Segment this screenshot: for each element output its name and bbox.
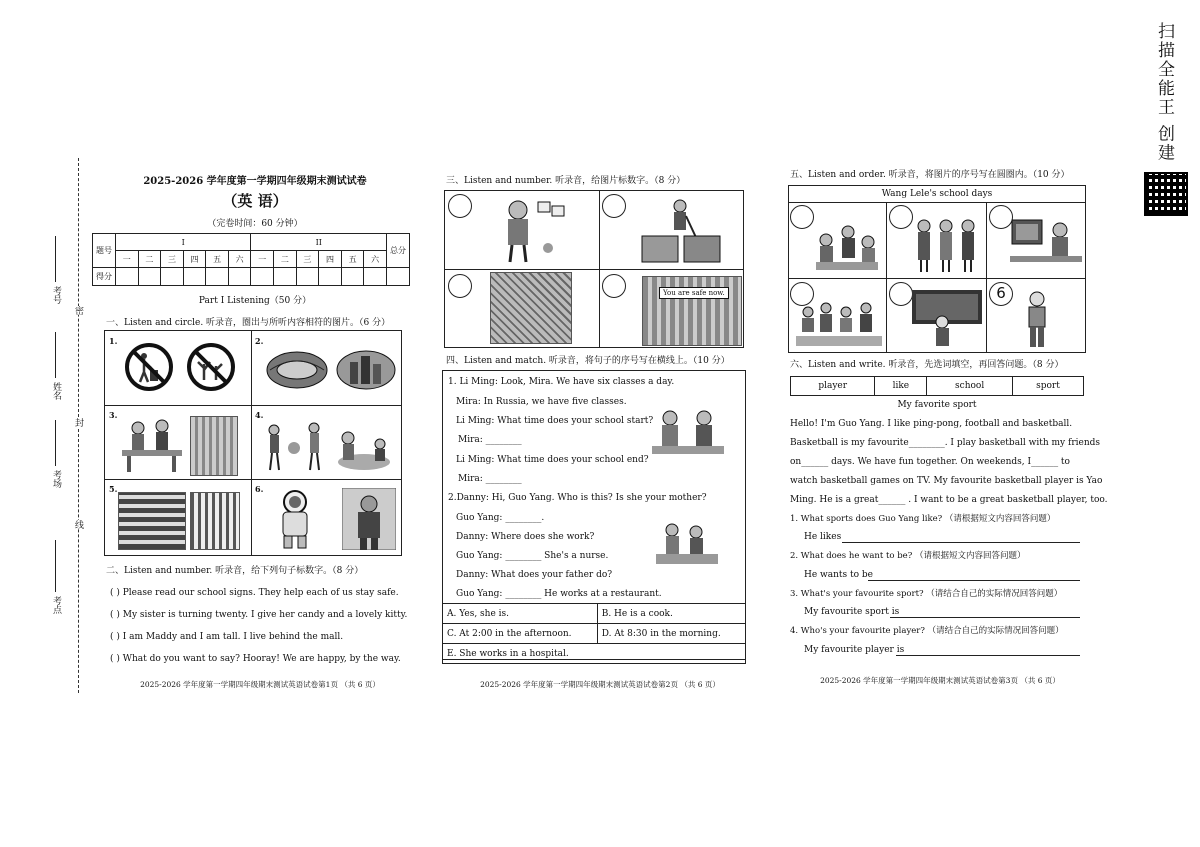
sec2-item: ( ) My sister is turning twenty. I give her candy and a lovely kitty. bbox=[110, 610, 408, 620]
classroom-picture bbox=[490, 272, 572, 344]
family-photo-picture bbox=[656, 520, 718, 566]
exam-no-label: 考号 bbox=[51, 286, 61, 304]
answer-prefix: He likes bbox=[804, 532, 842, 542]
stadium-picture[interactable] bbox=[266, 350, 328, 390]
sec2-item: ( ) What do you want to say? Hooray! We are happy, by the way. bbox=[110, 654, 401, 664]
score-table bbox=[92, 233, 410, 286]
dialog2-blank[interactable]: Guo Yang: ________ He works at a restaurant. bbox=[456, 589, 662, 599]
family-at-table-picture[interactable] bbox=[122, 414, 182, 474]
word-bank-item: like bbox=[875, 377, 927, 396]
city-picture[interactable] bbox=[336, 350, 396, 390]
q5-number: 5. bbox=[109, 484, 118, 494]
score-cell[interactable] bbox=[251, 268, 274, 286]
col-header: 三 bbox=[161, 251, 184, 268]
answer-circle[interactable] bbox=[448, 194, 472, 218]
answer-line[interactable] bbox=[868, 580, 1080, 581]
qr-code-icon bbox=[1144, 172, 1188, 216]
word-bank-item: sport bbox=[1012, 377, 1083, 396]
no-plant-sign-icon[interactable] bbox=[186, 342, 236, 392]
speech-bubble: You are safe now. bbox=[659, 287, 729, 299]
answer-line[interactable] bbox=[896, 655, 1080, 656]
options-table bbox=[442, 603, 746, 664]
q1-number: 1. bbox=[109, 336, 118, 346]
passage-line: Basketball is my favourite________. I play basketball with my friends bbox=[790, 438, 1101, 448]
page2-footer: 2025-2026 学年度第一学期四年级期末测试英语试卷第2页 （共 6 页） bbox=[480, 680, 720, 689]
option-b: B. He is a cook. bbox=[597, 604, 745, 624]
answer-circle[interactable] bbox=[602, 194, 626, 218]
exam-time: （完卷时间：60 分钟） bbox=[207, 219, 303, 229]
answer-prefix: My favourite player is bbox=[804, 645, 905, 655]
no-litter-sign-icon[interactable] bbox=[124, 342, 174, 392]
answer-circle[interactable] bbox=[602, 274, 626, 298]
passage-line: watch basketball games on TV. My favourite basketball player is Yao bbox=[790, 476, 1103, 486]
dialog2-blank[interactable]: Guo Yang: ________. bbox=[456, 513, 545, 523]
kids-playing-picture[interactable] bbox=[262, 418, 326, 476]
name-blank[interactable] bbox=[55, 332, 56, 378]
astronaut-picture[interactable] bbox=[270, 488, 320, 550]
section1-title: 一、Listen and circle. 听录音，圈出与所听内容相符的图片。（6 分） bbox=[106, 318, 391, 328]
dialog1-line: Mira: In Russia, we have five classes. bbox=[456, 397, 627, 407]
option-c: C. At 2:00 in the afternoon. bbox=[443, 624, 598, 644]
kids-group-picture bbox=[812, 212, 882, 274]
order-circle[interactable] bbox=[889, 282, 913, 306]
score-row-label: 得分 bbox=[93, 268, 116, 286]
q4-number: 4. bbox=[255, 410, 264, 420]
exam-title: 2025-2026 学年度第一学期四年级期末测试试卷 bbox=[143, 176, 367, 187]
col-header: 四 bbox=[183, 251, 206, 268]
col-header: 一 bbox=[251, 251, 274, 268]
family-room-picture[interactable] bbox=[190, 416, 238, 476]
seal-char-1: 密 bbox=[73, 306, 83, 315]
section2-title: 二、Listen and number. 听录音，给下列句子标数字。（8 分） bbox=[106, 566, 364, 576]
col-header: 二 bbox=[138, 251, 161, 268]
answer-prefix: My favourite sport is bbox=[804, 607, 900, 617]
students-standing-picture bbox=[912, 212, 982, 274]
passage-line: on______ days. We have fun together. On weekends, I______ to bbox=[790, 457, 1070, 467]
question: 4. Who's your favourite player? （请结合自己的实际情况回答问题） bbox=[790, 626, 1064, 636]
col-header: 四 bbox=[319, 251, 342, 268]
dialog1-blank[interactable]: Mira: ________ bbox=[458, 474, 522, 484]
sec2-item: ( ) I am Maddy and I am tall. I live behind the mall. bbox=[110, 632, 344, 642]
answer-line[interactable] bbox=[890, 617, 1080, 618]
answer-line[interactable] bbox=[842, 542, 1080, 543]
exam-no-blank[interactable] bbox=[55, 236, 56, 282]
question: 2. What does he want to be? （请根据短文内容回答问题） bbox=[790, 551, 1026, 561]
firefighter-picture[interactable] bbox=[342, 488, 396, 550]
q2-number: 2. bbox=[255, 336, 264, 346]
subject-title: （英 语） bbox=[222, 192, 288, 210]
answer-prefix: He wants to be bbox=[804, 570, 873, 580]
score-cell[interactable] bbox=[296, 268, 319, 286]
passage-line: Hello! I'm Guo Yang. I like ping-pong, football and basketball. bbox=[790, 419, 1073, 429]
computer-class-picture bbox=[1010, 212, 1082, 274]
name-label: 姓名 bbox=[51, 382, 61, 400]
dialog1-blank[interactable]: Mira: ________ bbox=[458, 435, 522, 445]
dialog2-line: Danny: Where does she work? bbox=[456, 532, 595, 542]
score-cell[interactable] bbox=[161, 268, 184, 286]
score-cell[interactable] bbox=[228, 268, 251, 286]
sec2-item: ( ) Please read our school signs. They help each of us stay safe. bbox=[110, 588, 399, 598]
part-title: Part I Listening（50 分） bbox=[198, 296, 312, 306]
answer-circle[interactable] bbox=[448, 274, 472, 298]
score-cell[interactable] bbox=[319, 268, 342, 286]
question-no-header: 题号 bbox=[93, 234, 116, 268]
score-cell[interactable] bbox=[138, 268, 161, 286]
part2-header: II bbox=[251, 234, 387, 251]
score-cell[interactable] bbox=[183, 268, 206, 286]
word-bank-item: player bbox=[791, 377, 875, 396]
page3-footer: 2025-2026 学年度第一学期四年级期末测试英语试卷第3页 （共 6 页） bbox=[820, 676, 1060, 685]
col-header: 六 bbox=[228, 251, 251, 268]
word-bank-item: school bbox=[927, 377, 1013, 396]
order-circle-given: 6 bbox=[989, 282, 1013, 306]
option-e: E. She works in a hospital. bbox=[443, 644, 746, 664]
question: 3. What's your favourite sport? （请结合自己的实际情况回答问题） bbox=[790, 589, 1063, 599]
seat-blank[interactable] bbox=[55, 420, 56, 466]
col-header: 五 bbox=[206, 251, 229, 268]
q6-number: 6. bbox=[255, 484, 264, 494]
col-header: 五 bbox=[341, 251, 364, 268]
library-picture[interactable] bbox=[118, 492, 186, 550]
seal-char-3: 线 bbox=[73, 520, 83, 529]
score-cell[interactable] bbox=[364, 268, 387, 286]
section5-title: 五、Listen and order. 听录音，将图片的序号写在圆圈内。（10 分） bbox=[790, 170, 1070, 180]
passage-line: Ming. He is a great______ . I want to be a great basketball player, too. bbox=[790, 495, 1108, 505]
section3-title: 三、Listen and number. 听录音，给图片标数字。（8 分） bbox=[446, 176, 686, 186]
seat-label: 考场 bbox=[51, 470, 61, 488]
option-d: D. At 8:30 in the morning. bbox=[597, 624, 745, 644]
total-header: 总分 bbox=[387, 234, 410, 268]
dialog1-line: 1. Li Ming: Look, Mira. We have six classes a day. bbox=[448, 377, 675, 387]
cleaning-picture bbox=[640, 196, 722, 264]
score-cell[interactable] bbox=[116, 268, 139, 286]
part1-header: I bbox=[116, 234, 251, 251]
dialog2-line: 2.Danny: Hi, Guo Yang. Who is this? Is she your mother? bbox=[448, 493, 707, 503]
scanner-watermark: 扫描全能王 创建 bbox=[1154, 22, 1174, 163]
score-cell[interactable] bbox=[206, 268, 229, 286]
girl-thinking-picture bbox=[490, 196, 570, 264]
col-header: 三 bbox=[296, 251, 319, 268]
section6-title: 六、Listen and write. 听录音，先选词填空，再回答问题。（8 分） bbox=[790, 360, 1064, 370]
dialog1-line: Li Ming: What time does your school end? bbox=[456, 455, 649, 465]
passage-title: My favorite sport bbox=[897, 400, 977, 410]
page1-footer: 2025-2026 学年度第一学期四年级期末测试英语试卷第1页 （共 6 页） bbox=[140, 680, 380, 689]
safe-classroom-picture bbox=[642, 276, 742, 346]
col-header: 二 bbox=[274, 251, 297, 268]
boy-standing-picture bbox=[1022, 290, 1052, 350]
score-cell[interactable] bbox=[341, 268, 364, 286]
section5-caption: Wang Lele's school days bbox=[881, 189, 993, 199]
site-blank[interactable] bbox=[55, 540, 56, 592]
two-kids-picture bbox=[652, 408, 724, 456]
word-bank bbox=[790, 376, 1084, 396]
order-circle[interactable] bbox=[889, 205, 913, 229]
col-header: 六 bbox=[364, 251, 387, 268]
site-label: 考点 bbox=[51, 596, 61, 614]
seal-char-2: 封 bbox=[73, 418, 83, 427]
bookstore-picture[interactable] bbox=[190, 492, 240, 550]
score-cell[interactable] bbox=[387, 268, 410, 286]
dialog1-line: Li Ming: What time does your school start? bbox=[456, 416, 654, 426]
section4-title: 四、Listen and match. 听录音，将句子的序号写在横线上。（10 分） bbox=[446, 356, 730, 366]
q3-number: 3. bbox=[109, 410, 118, 420]
question: 1. What sports does Guo Yang like? （请根据短文内容回答问题） bbox=[790, 514, 1056, 524]
kids-game-picture[interactable] bbox=[334, 418, 396, 476]
dialog2-line: Danny: What does your father do? bbox=[456, 570, 613, 580]
col-header: 一 bbox=[116, 251, 139, 268]
dialog2-blank[interactable]: Guo Yang: ________ She's a nurse. bbox=[456, 551, 609, 561]
order-circle[interactable] bbox=[790, 205, 814, 229]
score-cell[interactable] bbox=[274, 268, 297, 286]
class-sitting-picture bbox=[796, 296, 882, 350]
option-a: A. Yes, she is. bbox=[443, 604, 598, 624]
teacher-board-picture bbox=[912, 286, 982, 348]
